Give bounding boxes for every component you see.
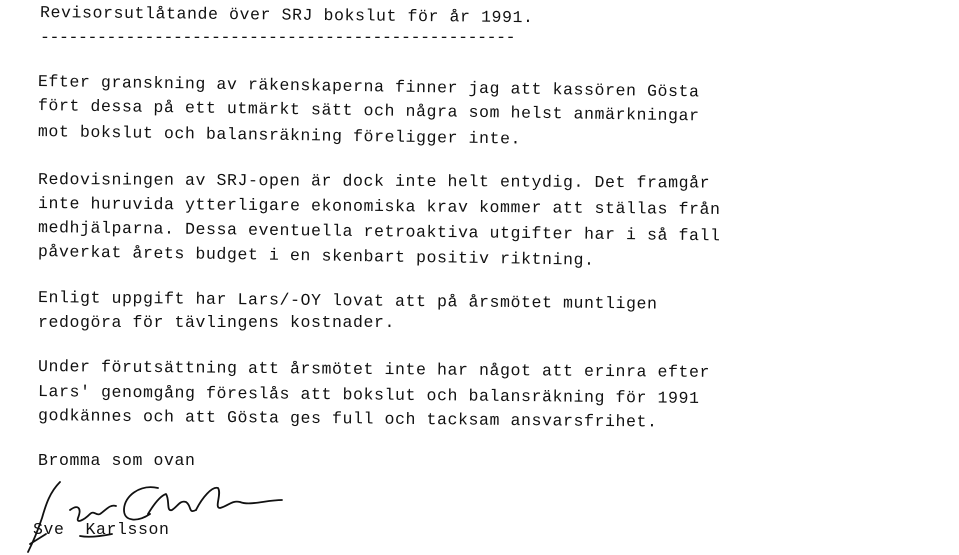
paragraph-1-line-3: mot bokslut och balansräkning föreligger inte. — [37, 122, 522, 149]
document-title: Revisorsutlåtande över SRJ bokslut för år 1991. — [39, 3, 534, 28]
paragraph-1-line-1: Efter granskning av räkenskaperna finner jag att kassören Gösta — [37, 72, 700, 102]
place-date-line: Bromma som ovan — [38, 451, 196, 470]
paragraph-4-line-3: godkännes och att Gösta ges full och tacksam ansvarsfrihet. — [37, 406, 658, 432]
paragraph-1-line-2: fört dessa på ett utmärkt sätt och några som helst anmärkningar — [37, 96, 700, 126]
paragraph-4-line-2: Lars' genomgång föreslås att bokslut och balansräkning för 1991 — [37, 382, 700, 408]
paragraph-2-line-4: påverkat årets budget i en skenbart positiv riktning. — [37, 242, 595, 270]
paragraph-2-line-2: inte huruvida ytterligare ekonomiska krav kommer att ställas från — [37, 194, 721, 219]
handwritten-signature — [20, 470, 320, 555]
paragraph-3-line-1: Enligt uppgift har Lars/-OY lovat att på årsmötet muntligen — [37, 288, 658, 314]
paragraph-2-line-3: medhjälparna. Dessa eventuella retroaktiva utgifter har i så fall — [37, 218, 721, 246]
title-underline: -------------------------------------------------- — [40, 28, 516, 47]
paragraph-2-line-1: Redovisningen av SRJ-open är dock inte helt entydig. Det framgår — [37, 170, 711, 193]
paragraph-4-line-1: Under förutsättning att årsmötet inte har något att erinra efter — [37, 357, 711, 382]
signature-name: Sve Karlsson — [33, 520, 170, 539]
paragraph-3-line-2: redogöra för tävlingens kostnader. — [38, 313, 396, 332]
